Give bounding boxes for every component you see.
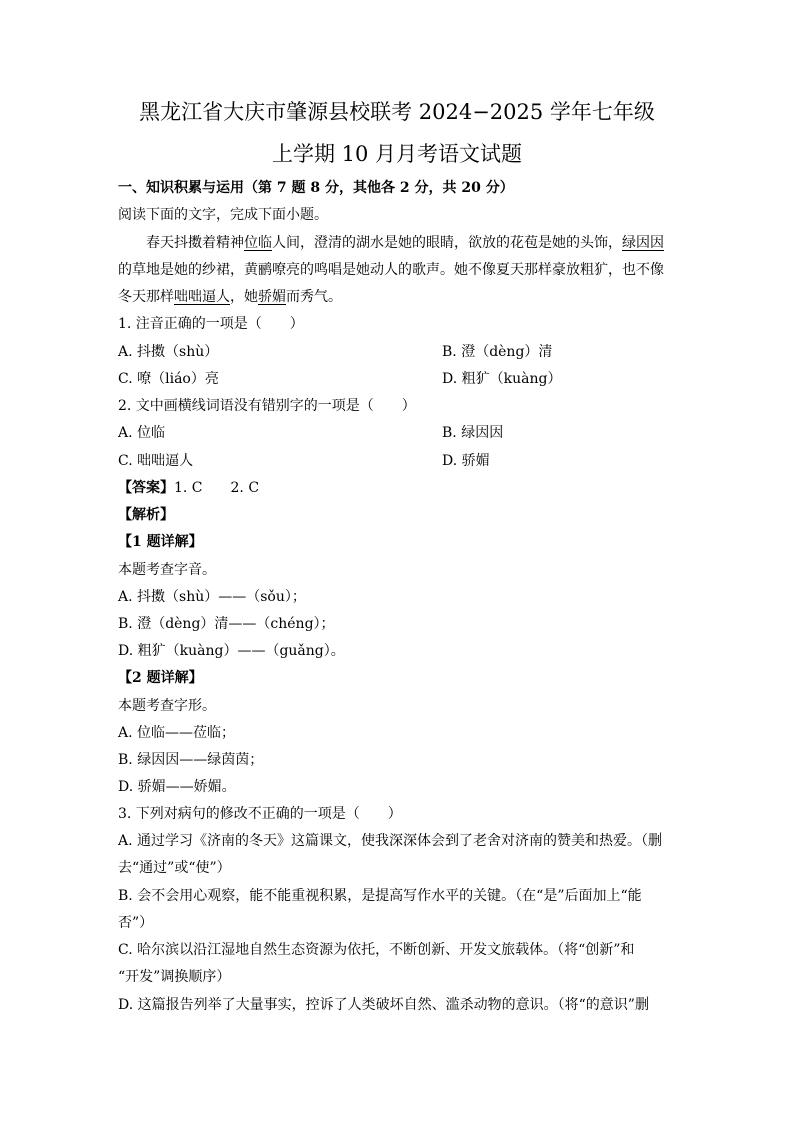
- q3-option-d-line1: D. 这篇报告列举了大量事实，控诉了人类破坏自然、滥杀动物的意识。（将“的意识”删: [118, 997, 649, 1013]
- instruction-text: 阅读下面的文字，完成下面小题。: [118, 207, 328, 223]
- q1-option-b: B. 澄（dèng）清: [442, 344, 553, 360]
- detail-2-intro: 本题考查字形。: [118, 698, 216, 714]
- q3-option-c-line1: C. 哈尔滨以沿江湿地自然生态资源为依托，不断创新、开发文旅载体。（将“创新”和: [118, 942, 635, 958]
- passage-text: 冬天那样: [118, 289, 174, 305]
- detail-2-a: A. 位临——莅临；: [118, 725, 236, 741]
- detail-1-b: B. 澄（dèng）清——（chéng）；: [118, 616, 335, 632]
- passage-line-2: 的草地是她的纱裙，黄鹂嘹亮的鸣唱是她动人的歌声。她不像夏天那样豪放粗犷，也不像: [118, 262, 664, 278]
- q3-option-b-line1: B. 会不会用心观察，能不能重视积累，是提高写作水平的关键。（在“是”后面加上“能: [118, 888, 642, 904]
- detail-1-intro: 本题考查字音。: [118, 562, 216, 578]
- q3-option-c-line2: “开发”调换顺序）: [118, 969, 231, 985]
- q2-option-c: C. 咄咄逼人: [118, 453, 194, 469]
- answer-value: 1. C 2. C: [174, 480, 260, 496]
- passage-text: 春天抖擞着精神: [146, 235, 244, 251]
- detail-2-d: D. 骄媚——娇媚。: [118, 779, 236, 795]
- q2-stem: 2. 文中画横线词语没有错别字的一项是（ ）: [118, 398, 416, 414]
- passage-text: ，她: [230, 289, 258, 305]
- q1-option-c: C. 嘹（liáo）亮: [118, 371, 219, 387]
- passage-text: 人间，澄清的湖水是她的眼睛，欲放的花苞是她的头饰，: [272, 235, 622, 251]
- answer-label: 【答案】: [118, 480, 174, 496]
- doc-title-line2: 上学期 10 月月考语文试题: [271, 142, 523, 166]
- underlined-word: 咄咄逼人: [174, 289, 230, 305]
- q2-option-d: D. 骄媚: [442, 453, 490, 469]
- analysis-label: 【解析】: [118, 507, 174, 523]
- detail-1-a: A. 抖擞（shù）——（sǒu）；: [118, 589, 306, 605]
- q2-option-a: A. 位临: [118, 425, 166, 441]
- underlined-word: 骄媚: [258, 289, 286, 305]
- q1-option-a: A. 抖擞（shù）: [118, 344, 219, 360]
- passage-line-1: [146, 233, 664, 253]
- doc-title-line1: 黑龙江省大庆市肇源县校联考 2024−2025 学年七年级: [139, 100, 655, 124]
- passage-text: 而秀气。: [286, 289, 342, 305]
- underlined-word: 位临: [244, 235, 272, 251]
- passage-line-3: [118, 287, 342, 307]
- q3-option-a-line1: A. 通过学习《济南的冬天》这篇课文，使我深深体会到了老舍对济南的赞美和热爱。（删: [118, 833, 663, 849]
- underlined-word: 绿因因: [622, 235, 664, 251]
- q2-option-b: B. 绿因因: [442, 425, 504, 441]
- q1-option-d: D. 粗犷（kuàng）: [442, 371, 562, 387]
- detail-2-label: 【2 题详解】: [118, 670, 203, 686]
- section-heading: 一、知识积累与运用（第 7 题 8 分，其他各 2 分，共 20 分）: [118, 180, 514, 196]
- q3-option-b-line2: 否”）: [118, 915, 154, 931]
- answer-line: [118, 478, 259, 498]
- detail-1-d: D. 粗犷（kuàng）——（guǎng）。: [118, 643, 345, 659]
- q3-option-a-line2: 去“通过”或“使”）: [118, 860, 231, 876]
- q1-stem: 1. 注音正确的一项是（ ）: [118, 316, 304, 332]
- detail-2-b: B. 绿因因——绿茵茵；: [118, 752, 264, 768]
- q3-stem: 3. 下列对病句的修改不正确的一项是（ ）: [118, 806, 402, 822]
- detail-1-label: 【1 题详解】: [118, 534, 203, 550]
